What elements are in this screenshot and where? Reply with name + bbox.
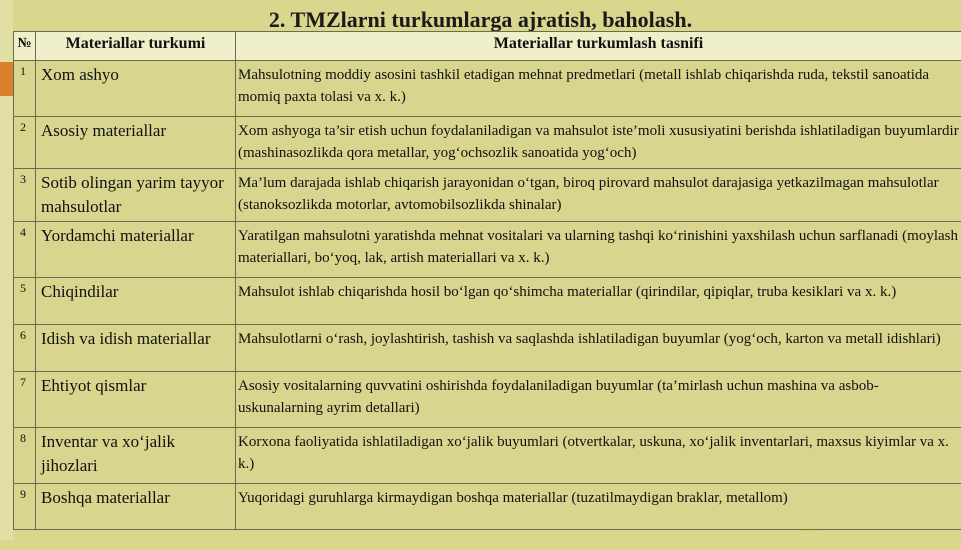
row-category: Idish va idish materiallar [36,325,236,372]
table-row [14,61,961,117]
row-number: 7 [14,372,36,428]
row-description: Mahsulotning moddiy asosini tashkil etadigan mehnat predmetlari (metall ishlab chiqarishda ruda, tekstil sanoatida momiq paxta tolasi va x. k.) [236,61,961,117]
row-category: Inventar va xo‘jalik jihozlari [36,428,236,484]
row-description: Korxona faoliyatida ishlatiladigan xo‘jalik buyumlari (otvertkalar, uskuna, xo‘jalik inventarlari, maxsus kiyimlar va x. k.) [236,428,961,484]
row-category: Chiqindilar [36,278,236,325]
row-description: Asosiy vositalarning quvvatini oshirishda foydalaniladigan buyumlar (ta’mirlash uchun mashina va asbob-uskunalarning ayrim detallari) [236,372,961,428]
table-row [14,372,961,428]
table-row [14,222,961,278]
table-row [14,278,961,325]
row-category: Xom ashyo [36,61,236,117]
slide-accent-marker [0,62,13,96]
table-row [14,428,961,484]
row-description: Xom ashyoga ta’sir etish uchun foydalaniladigan va mahsulot iste’moli xususiyatini berishda ishlatiladigan buyumlardir (mashinasozlikda qora metallar, yog‘ochsozlik sanoatida yog‘och) [236,117,961,169]
table-row [14,484,961,530]
slide-title: 2. TMZlarni turkumlarga ajratish, baholash. [0,6,961,36]
materials-table [13,31,961,530]
header-category: Materiallar turkumi [36,32,236,61]
row-number: 3 [14,169,36,222]
row-number: 8 [14,428,36,484]
row-category: Boshqa materiallar [36,484,236,530]
row-description: Mahsulot ishlab chiqarishda hosil bo‘lgan qo‘shimcha materiallar (qirindilar, qipiqlar, truba kesiklari va x. k.) [236,278,961,325]
row-number: 5 [14,278,36,325]
header-number: № [14,32,36,61]
header-description: Materiallar turkumlash tasnifi [236,32,961,61]
row-number: 4 [14,222,36,278]
row-number: 9 [14,484,36,530]
row-description: Yuqoridagi guruhlarga kirmaydigan boshqa materiallar (tuzatilmaydigan braklar, metallom) [236,484,961,530]
row-category: Ehtiyot qismlar [36,372,236,428]
table-row [14,117,961,169]
row-number: 1 [14,61,36,117]
row-description: Mahsulotlarni o‘rash, joylashtirish, tashish va saqlashda ishlatiladigan buyumlar (yog‘och, karton va metall idishlari) [236,325,961,372]
table-header-row [14,32,961,61]
row-description: Ma’lum darajada ishlab chiqarish jarayonidan o‘tgan, biroq pirovard mahsulot darajasiga yetkazilmagan mahsulotlar (stanoksozlikda motorlar, avtomobilsozlikda shinalar) [236,169,961,222]
row-number: 6 [14,325,36,372]
table-row [14,169,961,222]
row-category: Sotib olingan yarim tayyor mahsulotlar [36,169,236,222]
table-row [14,325,961,372]
row-category: Asosiy materiallar [36,117,236,169]
row-description: Yaratilgan mahsulotni yaratishda mehnat vositalari va ularning tashqi ko‘rinishini yaxshilash uchun sarflanadi (moylash materiallari, bo‘yoq, lak, artish materiallari va x. k.) [236,222,961,278]
row-category: Yordamchi materiallar [36,222,236,278]
row-number: 2 [14,117,36,169]
